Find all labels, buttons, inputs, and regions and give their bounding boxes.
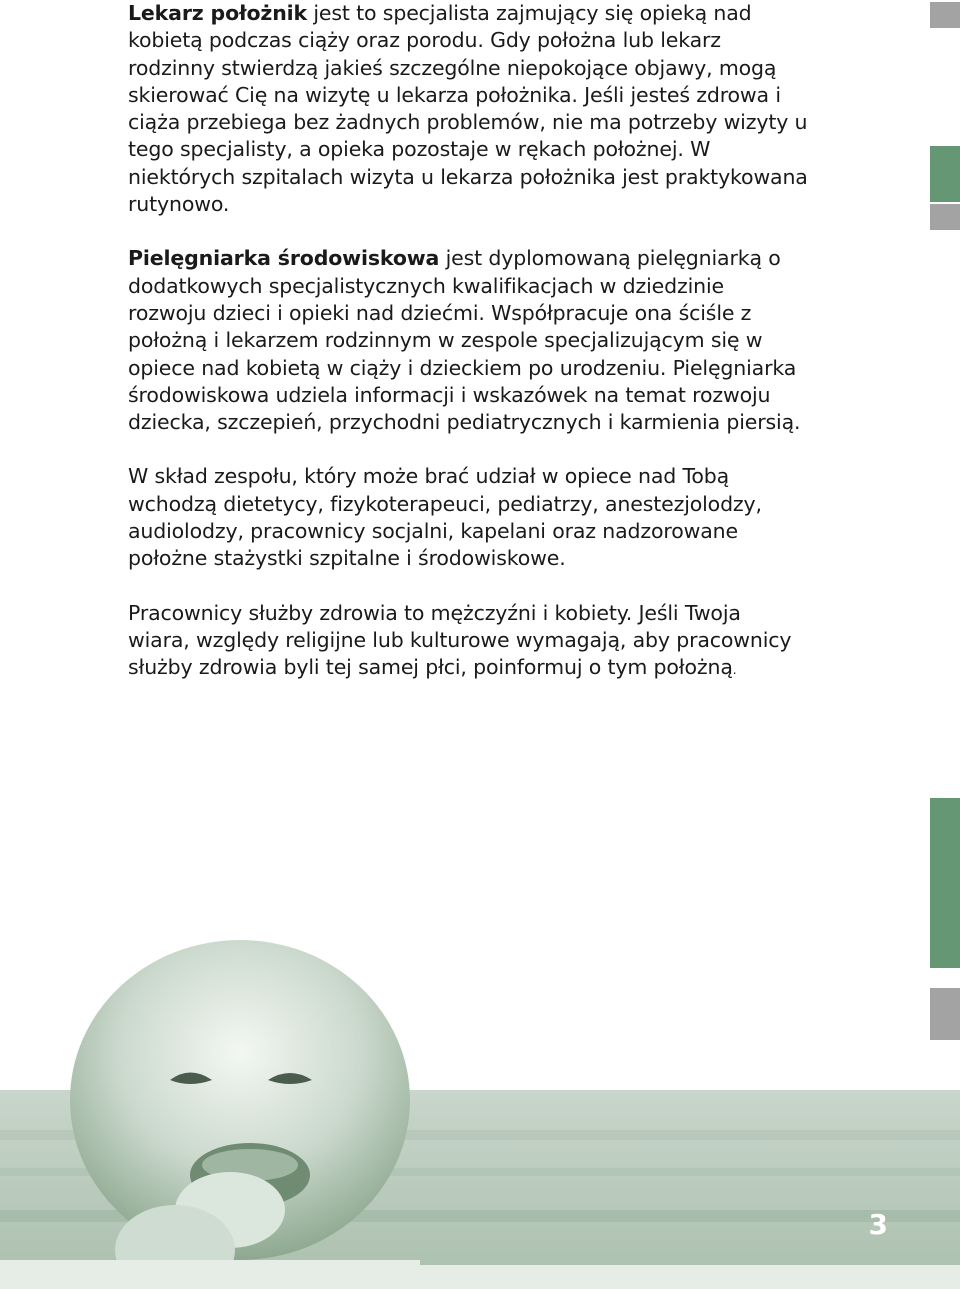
edge-tab-green-1: [930, 146, 960, 202]
paragraph-community-nurse-text: jest dyplomowaną pielęgniarką o dodatkowych specjalistycznych kwalifikacjach w dziedzinie rozwoju dzieci i opieki nad dziećmi. Współpracuje ona ściśle z położną i lekarzem rodzinnym w zespole specjalizującym się w opiece nad kobietą w ciąży i dzieckiem po urodzeniu. Pielęgniarka środowiskowa udziela informacji i wskazówek na temat rozwoju dziecka, szczepień, przychodni pediatrycznych i karmienia piersią.: [128, 246, 801, 435]
edge-tab-grey-2: [930, 204, 960, 230]
edge-tab-grey-3: [930, 988, 960, 1040]
term-community-nurse: Pielęgniarka środowiskowa: [128, 246, 440, 271]
paragraph-staff-gender: [128, 600, 808, 685]
page-body: [128, 0, 808, 685]
term-obstetrician: Lekarz położnik: [128, 1, 307, 25]
paragraph-staff-gender-text: Pracownicy służby zdrowia to mężczyźni i kobiety. Jeśli Twoja wiara, względy religijne lub kulturowe wymagają, aby pracownicy służby zdrowia byli tej samej płci, poinformuj o tym położną: [128, 600, 792, 680]
paragraph-obstetrician: [128, 0, 808, 218]
paragraph-obstetrician-text: jest to specjalista zajmujący się opieką nad kobietą podczas ciąży oraz porodu. Gdy położna lub lekarz rodzinny stwierdzą jakieś szczególne niepokojące objawy, mogą skierować Cię na wizytę u lekarza położnika. Jeśli jesteś zdrowa i ciąża przebiega bez żadnych problemów, nie ma potrzeby wizyty u tego specjalisty, a opieka pozostaje w rękach położnej. W niektórych szpitalach wizyta u lekarza położnika jest praktykowana rutynowo.: [128, 1, 808, 217]
edge-tab-green-2: [930, 798, 960, 968]
baby-face-icon: [0, 930, 420, 1289]
paragraph-team: [128, 463, 808, 572]
paragraph-end-mark: .: [732, 663, 737, 678]
page-number: 3: [868, 1208, 888, 1241]
paragraph-team-text: W skład zespołu, który może brać udział w opiece nad Tobą wchodzą dietetycy, fizykoterapeuci, pediatrzy, anestezjolodzy, audiolodzy, pracownicy socjalni, kapelani oraz nadzorowane położne stażystki szpitalne i środowiskowe.: [128, 464, 762, 571]
edge-tab-grey-1: [930, 2, 960, 28]
paragraph-community-nurse: [128, 245, 808, 436]
